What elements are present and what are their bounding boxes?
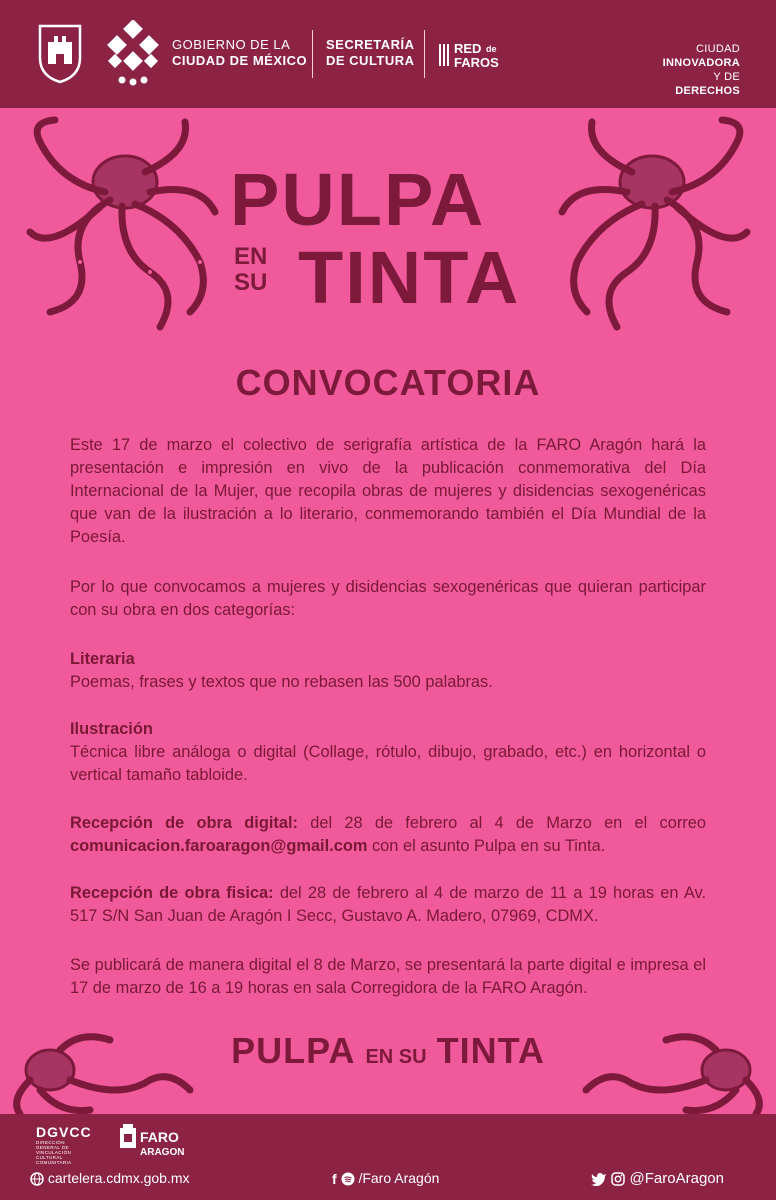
de-text: de (486, 44, 497, 54)
faros-text: FAROS (454, 55, 499, 70)
instagram-icon (611, 1172, 625, 1186)
faro-text: FARO (140, 1129, 179, 1145)
ciudad-innovadora-text (663, 42, 740, 98)
derechos-b: DERECHOS (675, 85, 740, 97)
title-tinta: TINTA (298, 236, 521, 319)
footer-title (0, 1030, 776, 1072)
ilustracion-section (70, 718, 706, 787)
ciudad-a: CIUDAD (696, 43, 740, 55)
convocatoria-heading: CONVOCATORIA (235, 362, 541, 403)
main-title (230, 158, 550, 319)
digital-reception-paragraph (70, 812, 706, 858)
fisica-label: Recepción de obra fisica: (70, 884, 274, 902)
digital-text1: del 28 de febrero al 4 de Marzo en el correo (297, 814, 706, 832)
facebook-icon: f (332, 1171, 337, 1188)
globe-icon (30, 1172, 44, 1186)
faro-aragon-logo-icon (118, 1122, 190, 1158)
literaria-section (70, 648, 706, 694)
derechos-a: Y DE (713, 71, 740, 83)
secretaria-line2: DE CULTURA (326, 53, 415, 68)
octopus-illustration-icon (552, 112, 767, 337)
footer-title-ensu: EN SU (365, 1046, 427, 1068)
digital-text2: con el asunto Pulpa en su Tinta. (367, 837, 606, 855)
footer-bar (0, 1114, 776, 1200)
title-en: EN (234, 243, 268, 270)
facebook-text: /Faro Aragón (358, 1170, 440, 1186)
red-faros-icon (438, 40, 520, 70)
cdmx-emblem-icon (104, 20, 162, 88)
twitter-icon (591, 1172, 607, 1186)
gobierno-line1: GOBIERNO DE LA (172, 37, 291, 52)
title-en-su (234, 244, 267, 296)
spotify-icon (341, 1172, 355, 1186)
fisica-text: del 28 de febrero al 4 de marzo de 11 a 19 horas en Av. 517 S/N San Juan de Aragón I Secc, Gustavo A. Madero, 07969, CDMX. (70, 884, 706, 925)
header-divider (424, 30, 425, 78)
dgvcc-logo (36, 1124, 92, 1165)
digital-email-link[interactable]: comunicacion.faroaragon@gmail.com (70, 837, 368, 855)
ilustracion-text: Técnica libre análoga o digital (Collage, rótulo, dibujo, grabado, etc.) en horizontal o vertical tamaño tabloide. (70, 743, 706, 784)
literaria-heading: Literaria (70, 650, 135, 668)
red-text: RED (454, 41, 482, 56)
header-divider (312, 30, 313, 78)
header-bar (0, 0, 776, 108)
ilustracion-heading: Ilustración (70, 720, 153, 738)
gobierno-line2: CIUDAD DE MÉXICO (172, 53, 308, 68)
title-su: SU (234, 269, 268, 296)
dgvcc-small-text: DIRECCIÓN GENERAL DE VINCULACIÓN CULTURAL COMUNITARIA (36, 1140, 72, 1165)
social-link[interactable] (591, 1170, 724, 1187)
title-pulpa: PULPA (230, 158, 486, 241)
call-paragraph: Por lo que convocamos a mujeres y disidencias sexogenéricas que quieran participar con su obra en dos categorías: (70, 578, 706, 619)
dgvcc-text: DGVCC (36, 1124, 92, 1140)
physical-reception-paragraph (70, 882, 706, 928)
digital-label: Recepción de obra digital: (70, 814, 298, 832)
gobierno-cdmx-text (172, 37, 307, 69)
ciudad-b: INNOVADORA (662, 57, 740, 69)
literaria-text: Poemas, frases y textos que no rebasen las 500 palabras. (70, 673, 493, 691)
secretaria-line1: SECRETARÍA (326, 37, 415, 52)
secretaria-text (326, 37, 415, 69)
cdmx-shield-icon (36, 22, 84, 84)
footer-links (0, 1170, 776, 1192)
publication-paragraph: Se publicará de manera digital el 8 de Marzo, se presentará la parte digital e impresa el 17 de marzo de 16 a 19 horas en sala Corregidora de la FARO Aragón. (70, 956, 706, 997)
red-de-faros-logo (438, 40, 520, 70)
facebook-link[interactable] (332, 1170, 439, 1187)
octopus-illustration-icon (10, 112, 225, 337)
aragon-text: ARAGON (140, 1147, 185, 1158)
footer-title-pulpa: PULPA (231, 1030, 356, 1071)
footer-title-tinta: TINTA (436, 1030, 545, 1071)
social-text: @FaroAragon (629, 1170, 724, 1187)
website-link[interactable] (30, 1170, 190, 1186)
website-text: cartelera.cdmx.gob.mx (47, 1170, 190, 1186)
intro-paragraph: Este 17 de marzo el colectivo de serigrafía artística de la FARO Aragón hará la presentación e impresión en vivo de la publicación conmemorativa del Día Internacional de la Mujer, que recopila obras de mujeres y disidencias sexogenéricas que van de la ilustración a lo literario, conmemorando también el Día Mundial de la Poesía. (70, 436, 706, 546)
